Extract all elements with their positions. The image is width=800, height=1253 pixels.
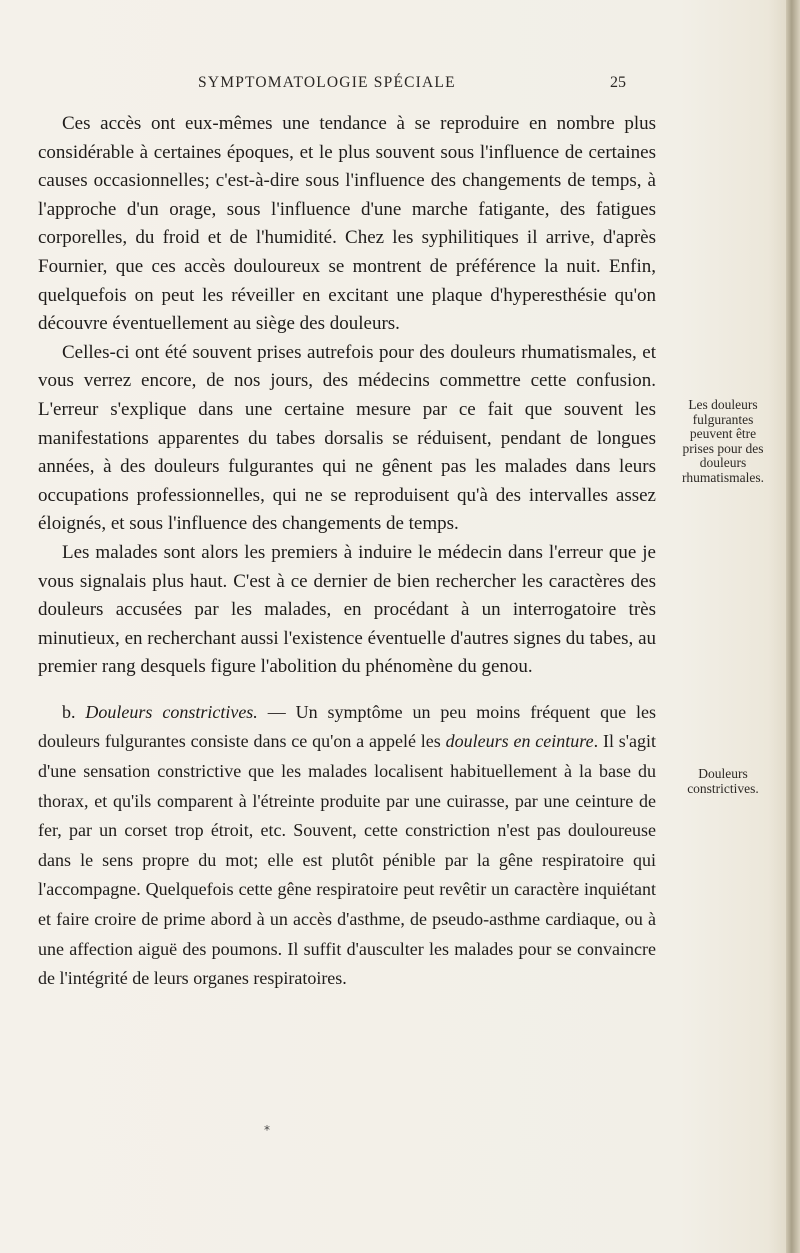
section-term: douleurs en ceinture: [445, 731, 594, 752]
section-heading: Douleurs constrictives.: [85, 701, 258, 722]
margin-note-line: rhumatismales.: [681, 469, 765, 485]
section-rest: . Il s'agit d'une sensation constrictive que les malades localisent habituellement à la base du thorax, et qu'ils comparent à l'étreinte produite par une cuirasse, par une ceinture de fer, par un corset trop étroit, etc. Souvent, cette constriction n'est pas douloureuse dans le sens propre du mot; elle est plutôt pénible par la gêne respiratoire qui l'accompagne. Quelquefois cette gêne respiratoire peut revêtir un caractère inquiétant et faire croire de prime abord à un accès d'asthme, de pseudo-asthme cardiaque, ou à une affection aiguë des poumons. Il suffit d'ausculter les malades pour se convaincre de l'intégrité de leurs organes respiratoires.: [38, 731, 657, 989]
section-b-paragraph: [38, 698, 656, 994]
running-title: SYMPTOMATOLOGIE SPÉCIALE: [198, 74, 456, 91]
paragraph: Ces accès ont eux-mêmes une tendance à se reproduire en nombre plus considérable à certaines époques, et le plus souvent sous l'influence de certaines causes occasionnelles; c'est-à-dire sous l'influence des changements de temps, à l'approche d'un orage, sous l'influence d'une marche fatigante, des fatigues corporelles, du froid et de l'humidité. Chez les syphilitiques il arrive, d'après Fournier, que ces accès douloureux se montrent de préférence la nuit. Enfin, quelquefois on peut les réveiller en excitant une plaque d'hyperesthésie qu'on découvre éventuellement au siège des douleurs.: [38, 113, 656, 335]
margin-note-line: peuvent être: [689, 426, 757, 441]
paragraph: Les malades sont alors les premiers à induire le médecin dans l'erreur que je vous signalais plus haut. C'est à ce dernier de bien rechercher les caractères des douleurs accusées par les malades, en procédant à un interrogatoire très minutieux, en recherchant aussi l'existence éventuelle d'autres signes du tabes, au premier rang desquels figure l'abolition du phénomène du genou.: [38, 541, 656, 678]
margin-note-line: constrictives.: [687, 780, 759, 796]
margin-note-constrictives: [664, 767, 782, 796]
margin-note-line: douleurs: [699, 455, 747, 470]
margin-note-rhumatismales: [664, 398, 782, 485]
paragraph: Celles-ci ont été souvent prises autrefois pour des douleurs rhumatismales, et vous verrez encore, de nos jours, des médecins commettre cette confusion. L'erreur s'explique dans une certaine mesure par ce fait que souvent les manifestations apparentes du tabes dorsalis se réduisent, pendant de longues années, à des douleurs fulgurantes qui ne gênent pas les malades dans leurs occupations professionnelles, qui ne se reproduisent qu'à des intervalles assez éloignés, et sous l'influence des changements de temps.: [38, 341, 656, 535]
margin-note-line: Les douleurs: [688, 397, 758, 412]
running-head: [0, 74, 800, 94]
margin-note-line: fulgurantes: [692, 411, 754, 427]
section-lead: — Un symptôme un peu moins fréquent que les douleurs fulgurantes consiste dans ce qu'on a appelé les: [38, 701, 656, 752]
margin-note-line: Douleurs: [698, 766, 748, 781]
body-text: [38, 110, 656, 994]
margin-note-line: prises pour des: [682, 440, 764, 456]
tail-mark: *: [264, 1123, 270, 1137]
page-number: 25: [610, 74, 626, 91]
section-label: b.: [62, 701, 76, 722]
page-edge: [786, 0, 800, 1253]
